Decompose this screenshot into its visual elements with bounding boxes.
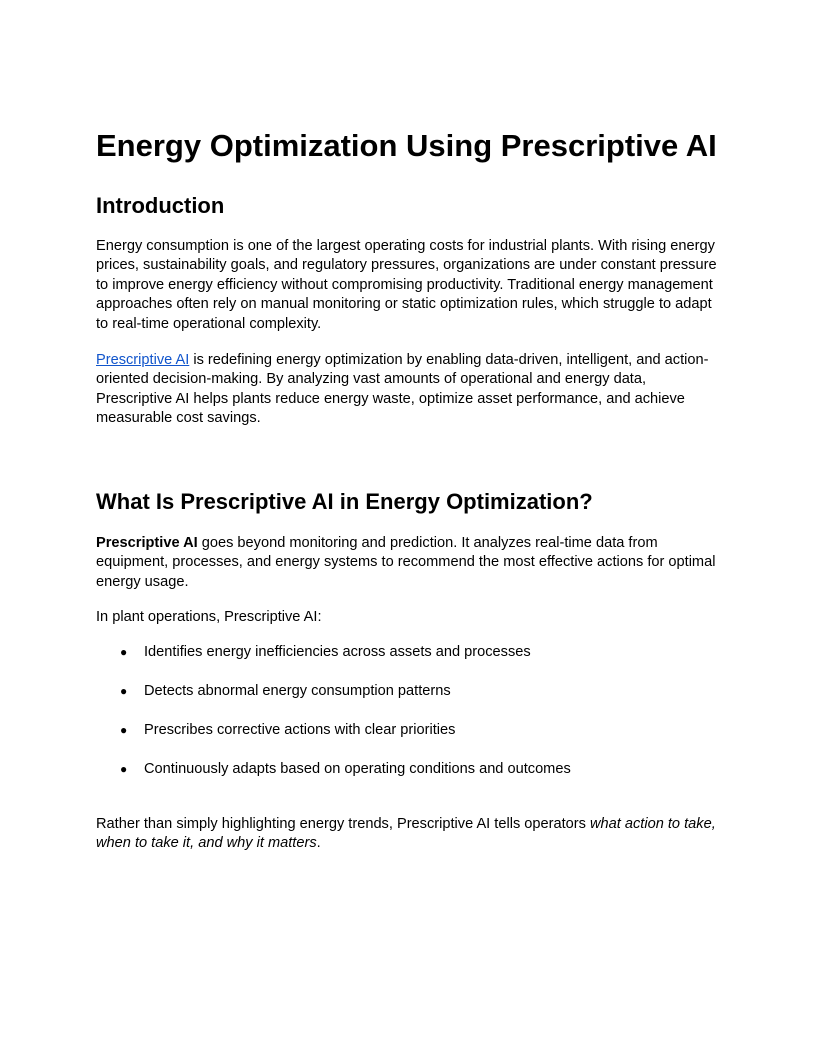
bullet-icon: ●: [120, 762, 128, 776]
bullet-icon: ●: [120, 723, 128, 737]
prescriptive-ai-paragraph-text: is redefining energy optimization by enabling data-driven, intelligent, and action-oriented decision-making. By analyzing vast amounts of operational and energy data, Prescriptive AI helps plants reduce energy waste, optimize asset performance, and achieve measurable cost savings.: [96, 352, 709, 427]
introduction-heading: Introduction: [96, 193, 225, 218]
closing-period: .: [316, 835, 321, 852]
definition-text: goes beyond monitoring and prediction. It analyzes real-time data from equipment, processes, and energy systems to recommend the most effective actions for optimal energy usage.: [96, 535, 716, 590]
bullet-icon: ●: [120, 684, 128, 698]
prescriptive-ai-link[interactable]: Prescriptive AI: [96, 352, 190, 368]
list-item: [96, 721, 726, 760]
closing-emphasis: what action to take, when to take it, and why it matters: [96, 816, 716, 852]
definition-term: Prescriptive AI: [96, 535, 198, 551]
introduction-paragraph: Energy consumption is one of the largest operating costs for industrial plants. With rising energy prices, sustainability goals, and regulatory pressures, organizations are under constant pressure to improve energy efficiency without compromising productivity. Traditional energy management approaches often rely on manual monitoring or static optimization rules, which struggle to adapt to real-time operational complexity.: [96, 238, 717, 332]
list-item-text: Identifies energy inefficiencies across assets and processes: [144, 644, 531, 660]
list-item-text: Prescribes corrective actions with clear priorities: [144, 722, 456, 738]
list-item-text: Detects abnormal energy consumption patterns: [144, 683, 451, 699]
list-item-text: Continuously adapts based on operating conditions and outcomes: [144, 761, 571, 777]
closing-paragraph: [96, 815, 726, 854]
document-title: Energy Optimization Using Prescriptive AI: [96, 128, 717, 163]
list-item: [96, 760, 726, 799]
prescriptive-ai-paragraph: [96, 351, 726, 429]
closing-text: Rather than simply highlighting energy trends, Prescriptive AI tells operators: [96, 816, 590, 832]
definition-paragraph: [96, 534, 726, 592]
list-item: [96, 682, 726, 721]
bullet-icon: ●: [120, 645, 128, 659]
capabilities-list: [96, 643, 726, 799]
list-item: [96, 643, 726, 682]
what-is-heading: What Is Prescriptive AI in Energy Optimization?: [96, 489, 593, 514]
list-intro: In plant operations, Prescriptive AI:: [96, 609, 322, 625]
